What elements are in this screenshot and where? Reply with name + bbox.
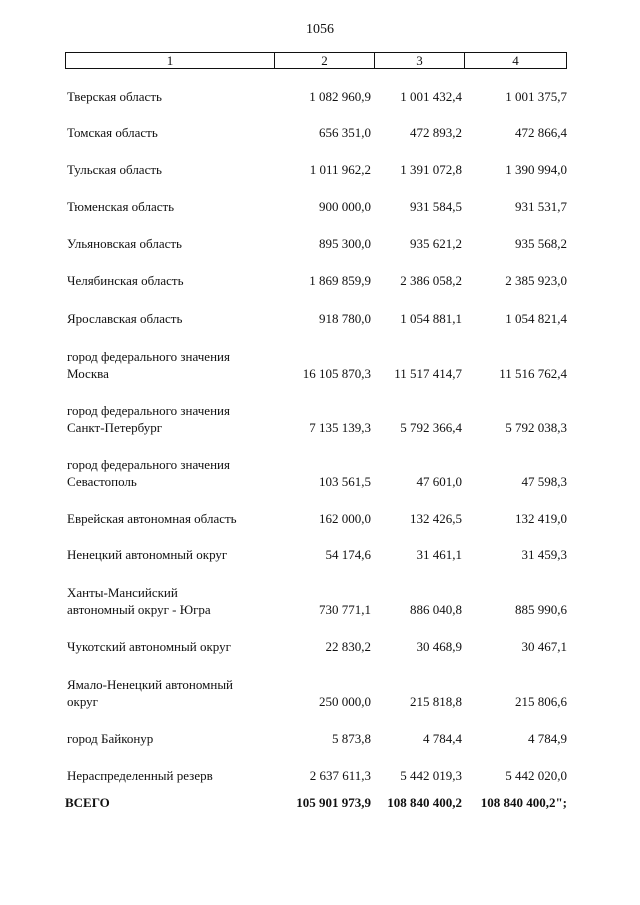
value-col-3: 5 792 366,4 [400, 420, 462, 435]
region-name-line-2: округ [67, 694, 98, 709]
region-name-line-2: Санкт-Петербург [67, 420, 163, 435]
total-col-3: 108 840 400,2 [387, 795, 462, 810]
region-name-line-2: автономный округ - Югра [67, 602, 211, 617]
value-col-2: 7 135 139,3 [309, 420, 371, 435]
value-col-3: 886 040,8 [410, 602, 462, 617]
header-col-2: 2 [275, 53, 375, 68]
value-col-2: 54 174,6 [325, 547, 371, 562]
value-col-2: 895 300,0 [319, 236, 371, 251]
value-col-2: 22 830,2 [325, 639, 371, 654]
value-col-2: 250 000,0 [319, 694, 371, 709]
value-col-4: 2 385 923,0 [505, 273, 567, 288]
value-col-4: 472 866,4 [515, 125, 567, 140]
value-col-2: 5 873,8 [332, 731, 371, 746]
region-name: город Байконур [67, 731, 154, 746]
value-col-4: 935 568,2 [515, 236, 567, 251]
value-col-3: 31 461,1 [416, 547, 462, 562]
value-col-4: 1 054 821,4 [505, 311, 567, 326]
value-col-3: 1 391 072,8 [400, 162, 462, 177]
value-col-2: 162 000,0 [319, 511, 371, 526]
table-header [65, 52, 567, 69]
region-name: Ярославская область [67, 311, 183, 326]
page-number: 1056 [306, 22, 334, 37]
region-name: Ульяновская область [67, 236, 182, 251]
value-col-4: 5 792 038,3 [505, 420, 567, 435]
value-col-3: 4 784,4 [423, 731, 462, 746]
value-col-2: 918 780,0 [319, 311, 371, 326]
region-name: Тверская область [67, 89, 162, 104]
region-name: Чукотский автономный округ [67, 639, 231, 654]
total-col-2: 105 901 973,9 [296, 795, 371, 810]
value-col-4: 31 459,3 [521, 547, 567, 562]
header-col-4: 4 [512, 53, 519, 68]
value-col-3: 472 893,2 [410, 125, 462, 140]
region-name: Нераспределенный резерв [67, 768, 213, 783]
value-col-2: 900 000,0 [319, 199, 371, 214]
region-name-line-1: город федерального значения [67, 349, 230, 364]
region-name: Еврейская автономная область [67, 511, 237, 526]
value-col-4: 931 531,7 [515, 199, 567, 214]
region-name-line-1: город федерального значения [67, 457, 230, 472]
value-col-2: 1 011 962,2 [309, 162, 371, 177]
value-col-3: 1 054 881,1 [400, 311, 462, 326]
value-col-4: 30 467,1 [521, 639, 567, 654]
value-col-2: 730 771,1 [319, 602, 371, 617]
value-col-4: 1 390 994,0 [505, 162, 567, 177]
value-col-4: 132 419,0 [515, 511, 567, 526]
region-name: Тульская область [67, 162, 162, 177]
region-name: Тюменская область [67, 199, 175, 214]
region-name-line-1: город федерального значения [67, 403, 230, 418]
value-col-4: 4 784,9 [528, 731, 567, 746]
region-name: Томская область [67, 125, 158, 140]
value-col-4: 47 598,3 [521, 474, 567, 489]
value-col-3: 935 621,2 [410, 236, 462, 251]
region-name-line-2: Севастополь [67, 474, 137, 489]
value-col-3: 30 468,9 [416, 639, 462, 654]
value-col-4: 1 001 375,7 [505, 89, 567, 104]
value-col-4: 5 442 020,0 [505, 768, 567, 783]
value-col-2: 1 082 960,9 [309, 89, 371, 104]
header-col-1: 1 [66, 53, 275, 68]
value-col-2: 1 869 859,9 [309, 273, 371, 288]
region-name-line-1: Ханты-Мансийский [67, 585, 178, 600]
value-col-3: 931 584,5 [410, 199, 462, 214]
value-col-3: 1 001 432,4 [400, 89, 462, 104]
value-col-2: 656 351,0 [319, 125, 371, 140]
total-label: ВСЕГО [65, 795, 110, 810]
value-col-4: 215 806,6 [515, 694, 567, 709]
value-col-3: 5 442 019,3 [400, 768, 462, 783]
value-col-3: 47 601,0 [416, 474, 462, 489]
value-col-2: 2 637 611,3 [309, 768, 371, 783]
region-name: Ненецкий автономный округ [67, 547, 228, 562]
value-col-2: 103 561,5 [319, 474, 371, 489]
value-col-2: 16 105 870,3 [302, 366, 371, 381]
value-col-3: 11 517 414,7 [394, 366, 462, 381]
region-name-line-1: Ямало-Ненецкий автономный [67, 677, 234, 692]
value-col-4: 11 516 762,4 [499, 366, 567, 381]
value-col-4: 885 990,6 [515, 602, 567, 617]
region-name: Челябинская область [67, 273, 184, 288]
region-name-line-2: Москва [67, 366, 109, 381]
header-col-3: 3 [375, 53, 465, 68]
value-col-3: 2 386 058,2 [400, 273, 462, 288]
value-col-3: 215 818,8 [410, 694, 462, 709]
value-col-3: 132 426,5 [410, 511, 462, 526]
total-col-4: 108 840 400,2"; [480, 795, 567, 810]
